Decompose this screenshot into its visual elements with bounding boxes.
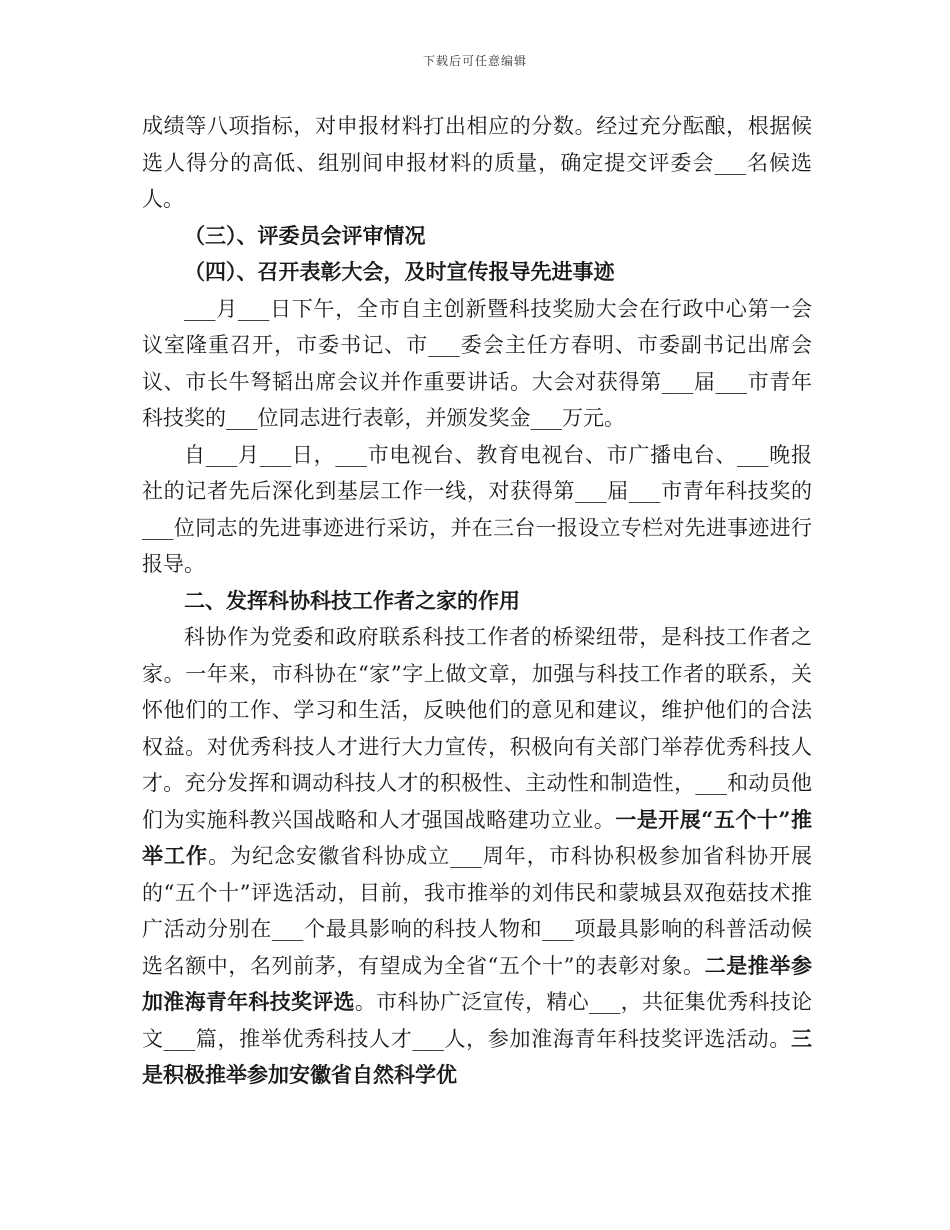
paragraph-conference: ___月___日下午，全市自主创新暨科技奖励大会在行政中心第一会议室隆重召开，市委书记、市___委会主任方春明、市委副书记出席会议、市长牛弩韬出席会议并作重要讲话。大会对获得第___届___市青年科技奖的___位同志进行表彰，并颁发奖金___万元。	[142, 296, 812, 430]
bold-run-second: 二是推举参加淮海青年科技奖评选	[142, 952, 812, 1014]
paragraph-continuation: 成绩等八项指标，对申报材料打出相应的分数。经过充分酝酿，根据候选人得分的高低、组别间申报材料的质量，确定提交评委会___名候选人。	[142, 114, 812, 211]
page-header: 下载后可任意编辑	[422, 54, 527, 68]
paragraph-media: 自___月___日，___市电视台、教育电视台、市广播电台、___晚报社的记者先后深化到基层工作一线，对获得第___届___市青年科技奖的___位同志的先进事迹进行采访，并在三台一报设立专栏对先进事迹进行报导。	[142, 442, 812, 576]
bold-run-third: 三是积极推举参加安徽省自然科学优	[142, 1025, 812, 1087]
section-heading-two: 二、发挥科协科技工作者之家的作用	[184, 587, 520, 613]
text-run: 科协作为党委和政府联系科技工作者的桥梁纽带，是科技工作者之家。一年来，市科协在“家”字上做文章，加强与科技工作者的联系，关怀他们的工作、学习和生活，反映他们的意见和建议，维护他们的合法权益。对优秀科技人才进行大力宣传，积极向有关部门举荐优秀科技人才。充分发挥和调动科技人才的积极性、主动性和制造性，___和动员他们为实施科教兴国战略和人才强国战略建功立业。	[142, 625, 812, 832]
paragraph-home-of-workers	[142, 619, 812, 1094]
text-run: 。为纪念安徽省科协成立___周年，市科协积极参加省科协开展的“五个十”评选活动，目前，我市推举的刘伟民和蒙城县双孢菇技术推广活动分别在___个最具影响的科技人物和___项最具影响的科普活动候选名额中，名列前茅，有望成为全省“五个十”的表彰对象。	[142, 844, 813, 978]
section-heading-4: （四）、召开表彰大会，及时宣传报导先进事迹	[184, 259, 615, 284]
bold-run-first: 一是开展“五个十”推举工作	[142, 806, 812, 868]
text-run: 。市科协广泛宣传，精心___，共征集优秀科技论文___篇，推举优秀科技人才___人，参加淮海青年科技奖评选活动。	[142, 990, 813, 1051]
document-body	[142, 108, 812, 1094]
section-heading-3: （三）、评委员会评审情况	[184, 222, 426, 248]
